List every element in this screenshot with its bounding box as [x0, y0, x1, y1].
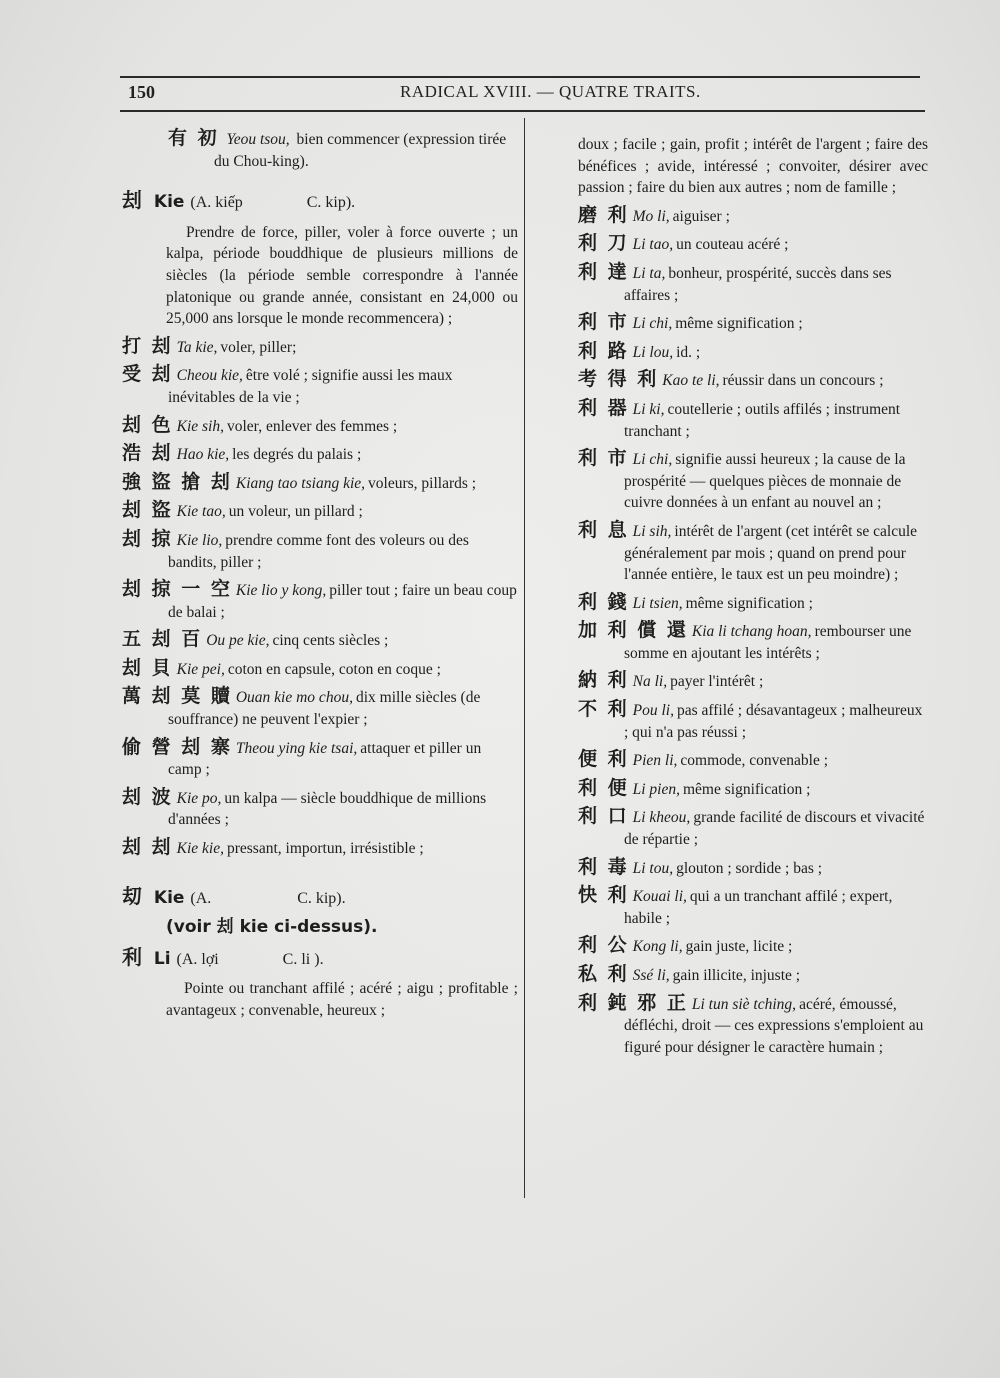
sub-entry-romanization: Kia li tchang hoan, [691, 623, 812, 641]
sub-entry-characters: 利 器 [578, 396, 629, 419]
sub-entry-characters: 利 便 [578, 776, 629, 799]
sub-entry-definition: voler, enlever des femmes ; [227, 417, 398, 435]
sub-entry-definition: un kalpa — siècle bouddhique de millions d'années ; [168, 789, 487, 829]
sub-entry-romanization: Na li, [632, 673, 668, 691]
sub-entry-romanization: Li tun siè tching, [691, 995, 797, 1013]
sub-entry-romanization: Ssé li, [632, 967, 670, 984]
sub-entry [122, 472, 518, 495]
header-rule-top [120, 76, 920, 78]
sub-entry-romanization: Li ta, [632, 264, 666, 282]
sub-entry-romanization: Kouai li, [632, 888, 687, 906]
sub-entry-definition: un voleur, un pillard ; [228, 503, 363, 521]
sub-entry [578, 262, 928, 306]
sub-entry [578, 857, 928, 880]
sub-entry-romanization: Kie kie, [176, 840, 224, 858]
sub-entry [578, 620, 928, 664]
sub-entry-characters: 刦 波 [122, 785, 173, 808]
sub-entry-romanization: Cheou kie, [176, 367, 243, 385]
sub-entry [578, 312, 928, 335]
sub-entry-characters: 打 刦 [122, 334, 173, 357]
sub-entry [578, 778, 928, 801]
sub-entry-characters: 利 達 [578, 260, 629, 283]
sub-entry-characters: 利 口 [578, 805, 629, 828]
sub-entry-romanization: Hao kie, [176, 446, 230, 464]
sub-entry-definition: les degrés du palais ; [232, 446, 362, 464]
sub-entry-characters: 磨 利 [578, 203, 629, 226]
headword-cantonese: C. kip). [306, 194, 356, 212]
right-column [578, 134, 928, 1064]
sub-entry-romanization: Li kheou, [632, 809, 691, 827]
sub-entry-definition: cinq cents siècles ; [272, 632, 389, 650]
sub-entry-definition: commode, convenable ; [680, 752, 829, 770]
sub-entry-definition: réussir dans un concours ; [722, 372, 884, 390]
sub-entry-characters: 萬 刦 莫 贖 [122, 685, 232, 708]
sub-entry-romanization: Mo li, [632, 207, 670, 225]
headword-li [122, 944, 518, 971]
sub-entry-definition: payer l'intérêt ; [670, 673, 764, 691]
sub-entry [578, 398, 928, 442]
sub-entry-romanization: Li tao, [632, 236, 674, 254]
sub-entry-characters: 利 市 [578, 311, 629, 334]
sub-entry [578, 935, 928, 958]
headword-cantonese: C. kip). [297, 889, 346, 907]
sub-entry [578, 448, 928, 514]
sub-entry [122, 415, 518, 438]
sub-entry-list [122, 336, 518, 860]
sub-entry-definition: aiguiser ; [672, 207, 730, 225]
sub-entry-characters: 強 盜 搶 刦 [122, 470, 232, 493]
headword-cantonese: C. li ). [282, 950, 324, 968]
headword-kie [122, 190, 518, 214]
sub-entry-romanization: Kie tao, [176, 503, 226, 521]
sub-entry-characters: 納 利 [578, 669, 629, 692]
headword-annamite: (A. [190, 889, 212, 907]
sub-entry-romanization: Kao te li, [662, 372, 720, 390]
sub-entry-romanization: Li lou, [632, 343, 674, 361]
headword-character: 刦 [122, 188, 142, 213]
sub-entry [122, 579, 518, 623]
sub-entry-romanization: Kiang tao tsiang kie, [235, 474, 366, 492]
sub-entry-characters: 偷 營 刦 寨 [122, 735, 232, 758]
sub-entry-definition: qui a un tranchant affilé ; expert, habile ; [624, 888, 893, 927]
sub-entry-definition: piller tout ; faire un beau coup de balai ; [168, 582, 517, 621]
sub-entry-romanization: Theou ying kie tsai, [235, 739, 358, 757]
sub-entry-definition: bonheur, prospérité, succès dans ses affaires ; [624, 264, 892, 304]
sub-entry-romanization: Pien li, [632, 752, 678, 770]
sub-entry-characters: 加 利 償 還 [578, 619, 688, 642]
sub-entry-definition: voleurs, pillards ; [368, 474, 477, 492]
headword-romanization: Kie [153, 192, 185, 213]
sub-entry-definition: gain illicite, injuste ; [672, 967, 801, 984]
sub-entry-definition: glouton ; sordide ; bas ; [676, 859, 823, 877]
sub-entry-definition: même signification ; [675, 315, 803, 333]
sub-entry-romanization: Li tou, [632, 859, 674, 877]
headword-character: 利 [122, 944, 142, 969]
sub-entry-characters: 刦 色 [122, 413, 173, 436]
headword-definition: Prendre de force, piller, voler à force ouverte ; un kalpa, période bouddhique de plusieurs millions de siècles (la période semble correspondre à l'année platonique ou grande année, consistant en 24,000 ou 25,000 ans lorsque le monde recommencera) ; [166, 223, 518, 328]
sub-entry-romanization: Li pien, [632, 780, 680, 798]
sub-entry [578, 964, 928, 987]
headword-romanization: Li [153, 948, 171, 969]
sub-entry [122, 336, 518, 359]
sub-entry [578, 205, 928, 228]
sub-entry-characters: 利 公 [578, 934, 629, 957]
sub-entry-romanization: Kie pei, [176, 660, 225, 678]
sub-entry-definition: voler, piller; [220, 338, 297, 356]
sub-entry-definition: attaquer et piller un camp ; [168, 739, 482, 779]
sub-entry [122, 686, 518, 730]
sub-entry-romanization: Kie sih, [176, 417, 224, 435]
sub-entry-characters: 考 得 利 [578, 368, 659, 391]
definition-continuation: doux ; facile ; gain, profit ; intérêt de l'argent ; faire des bénéfices ; avide, intéressé ; convoiter, désirer avec passion ; faire du bien aux autres ; nom de famille ; [578, 136, 928, 197]
sub-entry [578, 749, 928, 772]
sub-entry [122, 629, 518, 652]
sub-entry-definition: même signification ; [683, 780, 811, 798]
sub-entry [122, 500, 518, 523]
left-column [122, 128, 518, 1028]
sub-entry-definition: coton en capsule, coton en coque ; [227, 660, 441, 678]
sub-entry-definition: gain juste, licite ; [685, 938, 793, 956]
sub-entry-romanization: Li chi, [632, 451, 673, 469]
see-also-note: (voir 刦 kie ci-dessus). [166, 917, 378, 938]
sub-entry-romanization: Kong li, [632, 938, 683, 956]
sub-entry-romanization: Pou li, [632, 702, 674, 720]
headword-kie-variant [122, 883, 518, 910]
sub-entry-definition: id. ; [676, 343, 701, 361]
sub-entry-characters: 不 利 [578, 698, 629, 721]
sub-entry-characters: 五 刦 百 [122, 628, 203, 651]
sub-entry [578, 233, 928, 256]
sub-entry-characters: 受 刦 [122, 363, 173, 386]
sub-entry [578, 885, 928, 929]
sub-entry [122, 529, 518, 573]
sub-entry [122, 837, 518, 860]
sub-entry-characters: 刦 盜 [122, 499, 173, 522]
sub-entry [578, 341, 928, 364]
sub-entry-characters: 利 鈍 邪 正 [578, 991, 688, 1014]
sub-entry [578, 699, 928, 743]
sub-entry-characters: 刦 貝 [122, 656, 173, 679]
sub-entry-characters: 有 初 [168, 127, 219, 149]
sub-entry-definition: grande facilité de discours et vivacité de répartie ; [624, 809, 925, 849]
sub-entry [122, 787, 518, 831]
sub-entry-romanization: Ouan kie mo chou, [235, 689, 353, 707]
sub-entry-romanization: Li ki, [632, 400, 665, 418]
sub-entry-characters: 私 利 [578, 963, 629, 985]
sub-entry-definition: rembourser une somme en ajoutant les intérêts ; [624, 623, 912, 662]
sub-entry [122, 128, 518, 172]
sub-entry [578, 806, 928, 850]
sub-entry-characters: 刦 刦 [122, 836, 173, 859]
sub-entry-definition: même signification ; [685, 594, 813, 612]
sub-entry-characters: 利 錢 [578, 590, 629, 613]
sub-entry-definition: pas affilé ; désavantageux ; malheureux ; qui n'a pas réussi ; [624, 702, 923, 741]
sub-entry [578, 670, 928, 693]
sub-entry-romanization: Kie po, [176, 789, 222, 807]
sub-entry-romanization: Li tsien, [632, 594, 683, 612]
sub-entry [578, 520, 928, 586]
sub-entry-characters: 刦 掠 一 空 [122, 578, 232, 601]
headword-annamite: (A. kiếp [190, 194, 243, 212]
headword-romanization: Kie [153, 887, 185, 908]
sub-entry-characters: 便 利 [578, 748, 629, 771]
sub-entry-definition: pressant, importun, irrésistible ; [226, 840, 424, 858]
sub-entry-romanization: Kie lio y kong, [235, 582, 327, 600]
sub-entry [578, 369, 928, 392]
sub-entry-definition: signifie aussi heureux ; la cause de la prospérité — quelques pièces de monnaie de cuivre données à un enfant au nouvel an ; [624, 451, 906, 512]
sub-entry-definition: intérêt de l'argent (cet intérêt se calcule généralement par mois ; quand on prend pour l'année entière, le taux est un peu moindre) ; [624, 522, 918, 584]
sub-entry-definition: acéré, émoussé, défléchi, droit — ces expressions s'emploient au figuré pour désigner le caractère humain ; [624, 995, 924, 1056]
sub-entry-definition: un couteau acéré ; [676, 236, 789, 254]
sub-entry-romanization: Yeou tsou, [226, 131, 290, 148]
column-divider [524, 118, 525, 1198]
sub-entry-characters: 浩 刦 [122, 442, 173, 465]
sub-entry-characters: 利 息 [578, 518, 629, 541]
sub-entry-romanization: Ta kie, [176, 338, 218, 356]
headword-character: 刧 [122, 883, 142, 908]
sub-entry [122, 658, 518, 681]
page-number: 150 [128, 82, 155, 102]
sub-entry [578, 993, 928, 1059]
sub-entry-characters: 利 刀 [578, 232, 629, 255]
sub-entry [578, 592, 928, 615]
sub-entry-list [578, 205, 928, 1059]
sub-entry-definition: dix mille siècles (de souffrance) ne peuvent l'expier ; [168, 689, 481, 729]
headword-annamite: (A. lợi [176, 950, 219, 968]
headword-definition: Pointe ou tranchant affilé ; acéré ; aigu ; profitable ; avantageux ; convenable, heureux ; [166, 980, 518, 1019]
sub-entry-romanization: Li sih, [632, 522, 672, 540]
sub-entry-romanization: Li chi, [632, 315, 673, 333]
sub-entry-romanization: Kie lio, [176, 531, 223, 549]
sub-entry-definition: être volé ; signifie aussi les maux inévitables de la vie ; [168, 367, 453, 406]
sub-entry-romanization: Ou pe kie, [206, 632, 270, 650]
header-rule-bottom [120, 110, 925, 112]
sub-entry-definition: prendre comme font des voleurs ou des bandits, piller ; [168, 531, 469, 571]
sub-entry [122, 443, 518, 466]
sub-entry-characters: 刦 掠 [122, 527, 173, 550]
sub-entry-characters: 利 路 [578, 339, 629, 362]
running-head: RADICAL XVIII. — QUATRE TRAITS. [400, 82, 701, 101]
sub-entry [122, 364, 518, 408]
sub-entry-definition: bien commencer (expression tirée du Chou-king). [214, 131, 507, 170]
sub-entry-characters: 快 利 [578, 884, 629, 907]
sub-entry-characters: 利 毒 [578, 855, 629, 878]
sub-entry [122, 737, 518, 781]
sub-entry-definition: coutellerie ; outils affilés ; instrument tranchant ; [624, 400, 901, 440]
sub-entry-characters: 利 市 [578, 447, 629, 470]
